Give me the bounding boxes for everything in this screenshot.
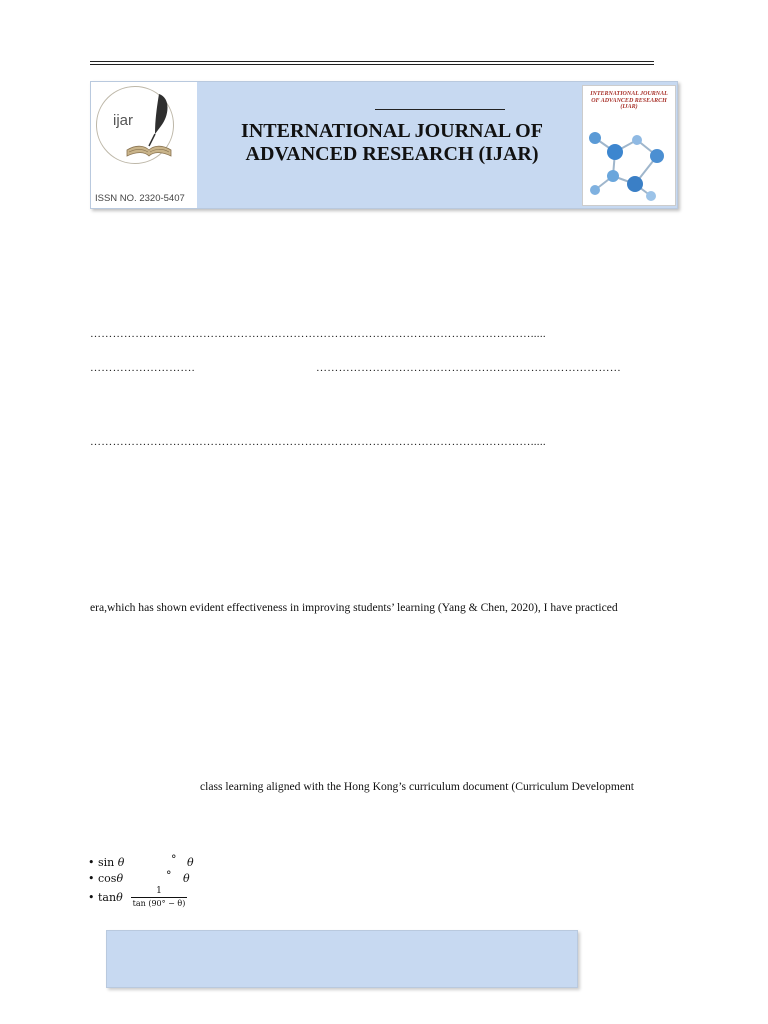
journal-logo (91, 82, 197, 208)
journal-title (217, 120, 567, 166)
func-label: sin (98, 856, 115, 869)
bullet: • (88, 872, 95, 885)
theta-symbol: θ (116, 891, 123, 904)
issn-label: ISSN NO. 2320-5407 (95, 193, 185, 204)
func-label: tan (98, 891, 117, 904)
top-rule (90, 61, 654, 62)
fraction-denominator: tan (90° − θ) (132, 899, 186, 908)
fraction-numerator: 1 (156, 886, 162, 896)
highlight-box (106, 930, 578, 988)
degree-symbol: ° (166, 869, 172, 882)
title-rule (375, 109, 505, 110)
leader-line-2a: ………………………. (90, 362, 195, 374)
bullet: • (88, 891, 95, 904)
fraction-bar (131, 897, 187, 898)
math-row-sin (88, 856, 124, 869)
tan-fraction (131, 886, 187, 908)
leader-line-2b: ……………………………………………………………………… (316, 362, 622, 374)
journal-title-line2: ADVANCED RESEARCH (IJAR) (245, 143, 539, 165)
cover-title: INTERNATIONAL JOURNAL OF ADVANCED RESEARCH (IJAR) (590, 91, 668, 110)
journal-cover (582, 85, 676, 206)
math-row-cos (88, 872, 123, 885)
body-text-line-2: class learning aligned with the Hong Kong’s curriculum document (Curriculum Development (200, 780, 635, 793)
theta-symbol: θ (116, 872, 124, 885)
body-text-line-1: era,which has shown evident effectiveness in improving students’ learning (Yang & Chen, 2020), I have practiced (90, 601, 618, 614)
journal-title-line1: INTERNATIONAL JOURNAL OF (241, 120, 543, 142)
leader-line-3: ………………………………………………………………………………………………………..... (90, 436, 546, 448)
journal-banner (90, 81, 678, 209)
molecule-image (585, 118, 673, 202)
func-label: cos (98, 872, 117, 885)
bullet: • (88, 856, 95, 869)
leader-line-1: ………………………………………………………………………………………………………..... (90, 328, 546, 340)
theta-symbol: θ (117, 856, 125, 869)
theta-symbol: θ (187, 856, 194, 869)
theta-symbol: θ (183, 872, 190, 885)
logo-text: ijar (113, 112, 134, 129)
degree-symbol: ° (171, 853, 177, 866)
top-rule-second (90, 64, 654, 65)
math-row-tan (88, 891, 123, 904)
